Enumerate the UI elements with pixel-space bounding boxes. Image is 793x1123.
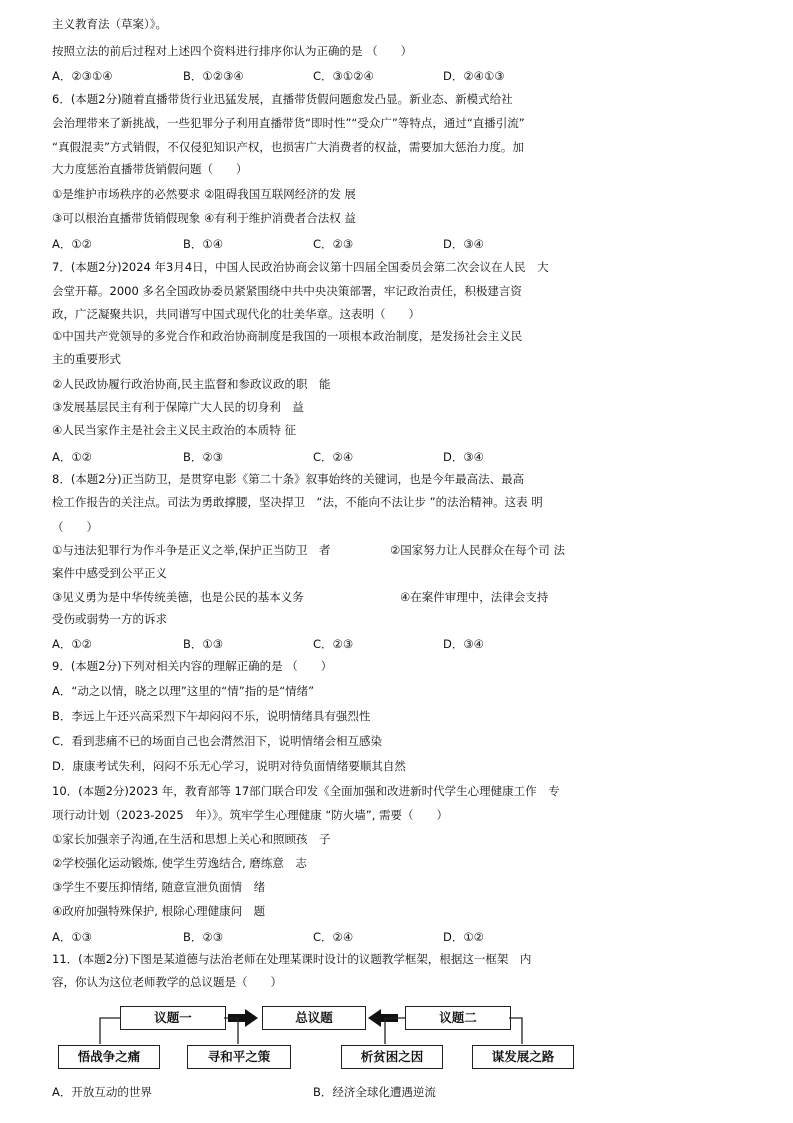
q10-statement-3: ③学生不要压抑情绪, 随意宣泄负面情 绪 <box>52 880 266 894</box>
q8-statement-4b: 受伤或弱势一方的诉求 <box>52 612 167 626</box>
q8-line-3: （ ） <box>52 520 98 534</box>
q6-option-c: C．②③ <box>313 237 354 251</box>
sub-topic-war: 悟战争之痛 <box>58 1045 160 1069</box>
q7-line-1: 7．(本题2分)2024 年3月4日，中国人民政治协商会议第十四届全国委员会第二次会议在人民 大 <box>52 260 549 274</box>
q8-option-a: A．①② <box>52 637 92 651</box>
q7-option-d: D．③④ <box>443 450 484 464</box>
q9-choice-d: D．康康考试失利，闷闷不乐无心学习，说明对待负面情绪要顺其自然 <box>52 759 406 773</box>
q9-choice-c: C．看到悲痛不已的场面自己也会潸然泪下，说明情绪会相互感染 <box>52 734 383 748</box>
header-line-1: 主义教育法（草案）》。 <box>52 17 167 31</box>
topic-one-box: 议题一 <box>120 1006 226 1030</box>
q7-option-b: B．②③ <box>183 450 224 464</box>
q6-statement-2: ③可以根治直播带货销假现象 ④有利于维护消费者合法权 益 <box>52 211 356 225</box>
main-topic-box: 总议题 <box>262 1006 366 1030</box>
q8-statement-1: ①与违法犯罪行为作斗争是正义之举,保护正当防卫 者 <box>52 543 331 557</box>
q7-line-2: 会堂开幕。2000 多名全国政协委员紧紧围绕中共中央决策部署，牢记政治责任，积极建言资 <box>52 284 522 298</box>
q5-option-a: A．②③①④ <box>52 69 113 83</box>
q8-line-2: 检工作报告的关注点。司法为勇敢撑腰，坚决捍卫 “法，不能向不法让步 ”的法治精神。这表 明 <box>52 495 543 509</box>
q7-statement-1: ①中国共产党领导的多党合作和政治协商制度是我国的一项根本政治制度，是发扬社会主义民 <box>52 329 523 343</box>
q8-statement-2: ②国家努力让人民群众在每个司 法 <box>390 543 565 557</box>
sub-topic-peace: 寻和平之策 <box>187 1045 291 1069</box>
q10-statement-2: ②学校强化运动锻炼, 使学生劳逸结合, 磨练意 志 <box>52 856 307 870</box>
q6-line-1: 6．(本题2分)随着直播带货行业迅猛发展，直播带货假问题愈发凸显。新业态、新模式给社 <box>52 92 513 106</box>
q10-option-a: A．①③ <box>52 930 92 944</box>
q5-option-c: C．③①②④ <box>313 69 374 83</box>
q10-line-1: 10．(本题2分)2023 年，教育部等 17部门联合印发《全面加强和改进新时代学生心理健康工作 专 <box>52 784 560 798</box>
q6-line-2: 会治理带来了新挑战，一些犯罪分子利用直播带货“即时性”“受众广”等特点，通过“直播引流” <box>52 116 525 130</box>
q10-statement-1: ①家长加强亲子沟通,在生活和思想上关心和照顾孩 子 <box>52 832 331 846</box>
q8-statement-4: ④在案件审理中，法律会支持 <box>400 590 549 604</box>
sub-topic-development: 谋发展之路 <box>472 1045 574 1069</box>
q8-line-1: 8．(本题2分)正当防卫，是贯穿电影《第二十条》叙事始终的关键词，也是今年最高法、最高 <box>52 472 525 486</box>
q9-choice-a: A．“动之以情，晓之以理”这里的“情”指的是“情绪” <box>52 684 315 698</box>
q8-option-d: D．③④ <box>443 637 484 651</box>
q8-statement-2b: 案件中感受到公平正义 <box>52 566 167 580</box>
sub-topic-poverty: 析贫困之因 <box>341 1045 443 1069</box>
q11-line-1: 11．(本题2分)下图是某道德与法治老师在处理某课时设计的议题教学框架，根据这一框架 内 <box>52 952 532 966</box>
q10-option-d: D．①② <box>443 930 484 944</box>
q8-option-c: C．②③ <box>313 637 354 651</box>
q5-option-d: D．②④①③ <box>443 69 505 83</box>
q6-line-4: 大力度惩治直播带货销假问题（ ） <box>52 162 248 176</box>
q7-line-3: 政，广泛凝聚共识，共同谱写中国式现代化的壮美华章。这表明（ ） <box>52 307 420 321</box>
q7-statement-2: ②人民政协履行政治协商,民主监督和参政议政的职 能 <box>52 377 331 391</box>
q7-option-c: C．②④ <box>313 450 354 464</box>
q11-option-a: A．开放互动的世界 <box>52 1085 152 1099</box>
q7-option-a: A．①② <box>52 450 92 464</box>
q6-line-3: “真假混卖”方式销假，不仅侵犯知识产权，也损害广大消费者的权益，需要加大惩治力度。加 <box>52 140 524 154</box>
q7-statement-4: ④人民当家作主是社会主义民主政治的本质特 征 <box>52 423 296 437</box>
q8-option-b: B．①③ <box>183 637 224 651</box>
q7-statement-3: ③发展基层民主有利于保障广大人民的切身利 益 <box>52 400 304 414</box>
q10-option-b: B．②③ <box>183 930 224 944</box>
q6-option-a: A．①② <box>52 237 92 251</box>
q7-statement-1b: 主的重要形式 <box>52 352 121 366</box>
q10-statement-4: ④政府加强特殊保护, 根除心理健康问 题 <box>52 904 266 918</box>
q10-option-c: C．②④ <box>313 930 354 944</box>
q5-option-b: B．①②③④ <box>183 69 244 83</box>
header-line-2: 按照立法的前后过程对上述四个资料进行排序你认为正确的是 （ ） <box>52 44 413 58</box>
q9-line-1: 9．(本题2分)下列对相关内容的理解正确的是 （ ） <box>52 659 333 673</box>
q10-line-2: 项行动计划（2023-2025 年）》。筑牢学生心理健康 “防火墙”, 需要（ ） <box>52 808 449 822</box>
topic-two-box: 议题二 <box>405 1006 511 1030</box>
q8-statement-3: ③见义勇为是中华传统美德，也是公民的基本义务 <box>52 590 304 604</box>
q11-option-b: B．经济全球化遭遇逆流 <box>313 1085 436 1099</box>
q6-option-b: B．①④ <box>183 237 224 251</box>
q6-option-d: D．③④ <box>443 237 484 251</box>
q11-line-2: 容，你认为这位老师教学的总议题是（ ） <box>52 975 282 989</box>
q9-choice-b: B．李远上午还兴高采烈下午却闷闷不乐，说明情绪具有强烈性 <box>52 709 371 723</box>
q6-statement-1: ①是维护市场秩序的必然要求 ②阻碍我国互联网经济的发 展 <box>52 187 356 201</box>
